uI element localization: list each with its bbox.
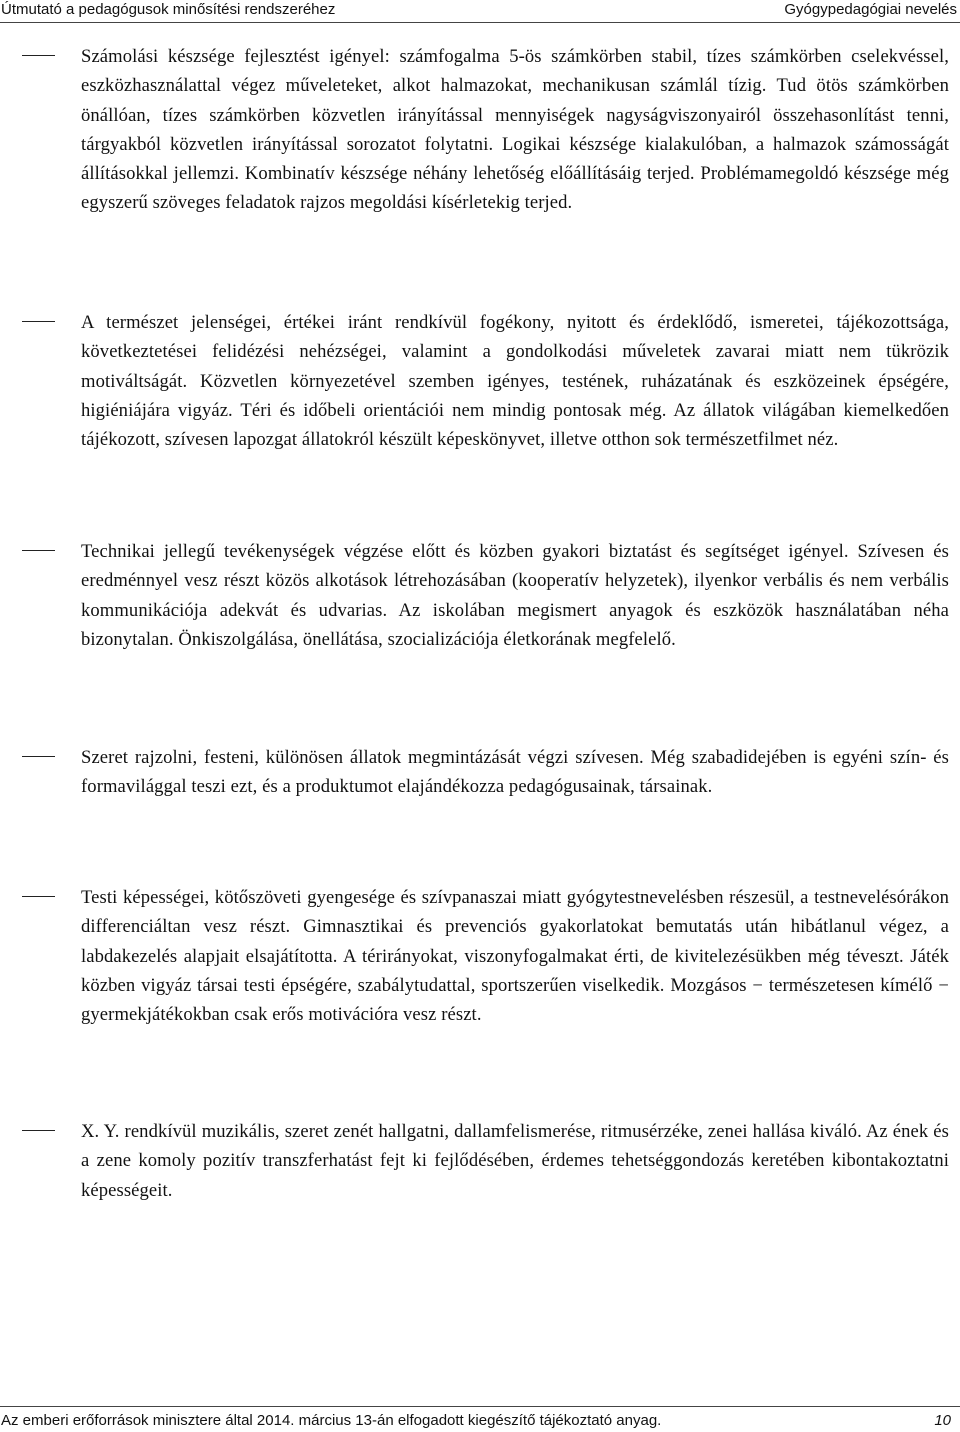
bullet-text: A természet jelenségei, értékei iránt rendkívül fogékony, nyitott és érdeklődő, ismeretei, tájékozottsága, következtetései felidézési nehézségei, valamint a gondolkodási műveletek zavarai miatt nem tükrözik motiváltságát. Közvetlen környezetével szemben igényes, testének, ruházatának és eszközeinek épségére, higiéniájára vigyáz. Téri és időbeli orientációi nem mindig pontosak még. Az állatok világában kiemelkedően tájékozott, szívesen lapozgat állatokról készült képeskönyvet, illetve otthon sok természetfilmet néz. (81, 312, 949, 451)
bullet-text: Testi képességei, kötőszöveti gyengesége és szívpanaszai miatt gyógytestnevelésben részesül, a testnevelésórákon differenciáltan vesz részt. Gimnasztikai és prevenciós gyakorlatokat bemutatás után hibátlanul végez, a labdakezelés alapjait elsajátította. A térirányokat, viszonyfogalmakat érti, de kivitelezésükben még téveszt. Játék közben vigyáz társai testi épségére, szabálytudattal, sportszerűen viselkedik. Mozgásos − természetesen kímélő − gyermekjátékokban csak erős motivációra vesz részt. (81, 887, 949, 1026)
dash-bullet-icon (22, 321, 55, 322)
dash-bullet-icon (22, 55, 55, 56)
bullet-text: Technikai jellegű tevékenységek végzése előtt és közben gyakori biztatást és segítséget igényel. Szívesen és eredménnyel vesz részt közös alkotások létrehozásában (kooperatív helyzetek), ilyenkor verbális és nem verbális kommunikációja adekvát és udvarias. Az iskolában megismert anyagok és eszközök használatában néha bizonytalan. Önkiszolgálása, önellátása, szocializációja életkorának megfelelő. (81, 541, 949, 650)
dash-bullet-icon (22, 756, 55, 757)
page-footer (0, 1406, 960, 1431)
bullet-text: X. Y. rendkívül muzikális, szeret zenét hallgatni, dallamfelismerése, ritmusérzéke, zenei hallása kiváló. Az ének és a zene komoly pozitív transzferhatást fejt ki fejlődésében, érdemes tehetséggondozás keretében kibontakoztatni képességeit. (81, 1121, 949, 1201)
dash-bullet-icon (22, 1130, 55, 1131)
bullet-text: Számolási készsége fejlesztést igényel: számfogalma 5-ös számkörben stabil, tízes számkörben cselekvéssel, eszközhasználattal végez műveleteket, alkot halmazokat, mechanikusan számlál tízig. Tud ötös számkörben önállóan, tízes számkörben közvetlen irányítással mennyiségek nagyságviszonyairól összehasonlítást tenni, tárgyakból közvetlen irányítással sorozatot folytatni. Logikai készsége kialakulóban, a halmazok számosságát állításokkal jellemzi. Kombinatív készsége néhány lehetőség előállításáig terjed. Problémamegoldó készsége még egyszerű szöveges feladatok rajzos megoldási kísérletekig terjed. (81, 46, 949, 214)
page-number: 10 (934, 1412, 951, 1429)
bullet-item-technical (0, 537, 960, 654)
bullet-item-nature (0, 308, 960, 454)
header-section-title: Gyógypedagógiai nevelés (784, 1, 957, 18)
bullet-text: Szeret rajzolni, festeni, különösen állatok megmintázását végzi szívesen. Még szabadidejében is egyéni szín- és formavilággal teszi ezt, és a produktumot elajándékozza pedagógusainak, társainak. (81, 747, 949, 798)
dash-bullet-icon (22, 896, 55, 897)
bullet-item-art (0, 743, 960, 802)
dash-bullet-icon (22, 550, 55, 551)
bullet-item-music (0, 1117, 960, 1205)
page-header (0, 0, 960, 23)
footer-note: Az emberi erőforrások minisztere által 2014. március 13-án elfogadott kiegészítő tájékoztató anyag. (1, 1412, 662, 1429)
bullet-item-math (0, 42, 960, 218)
header-document-title: Útmutató a pedagógusok minősítési rendszeréhez (1, 1, 336, 18)
bullet-item-physical (0, 883, 960, 1029)
